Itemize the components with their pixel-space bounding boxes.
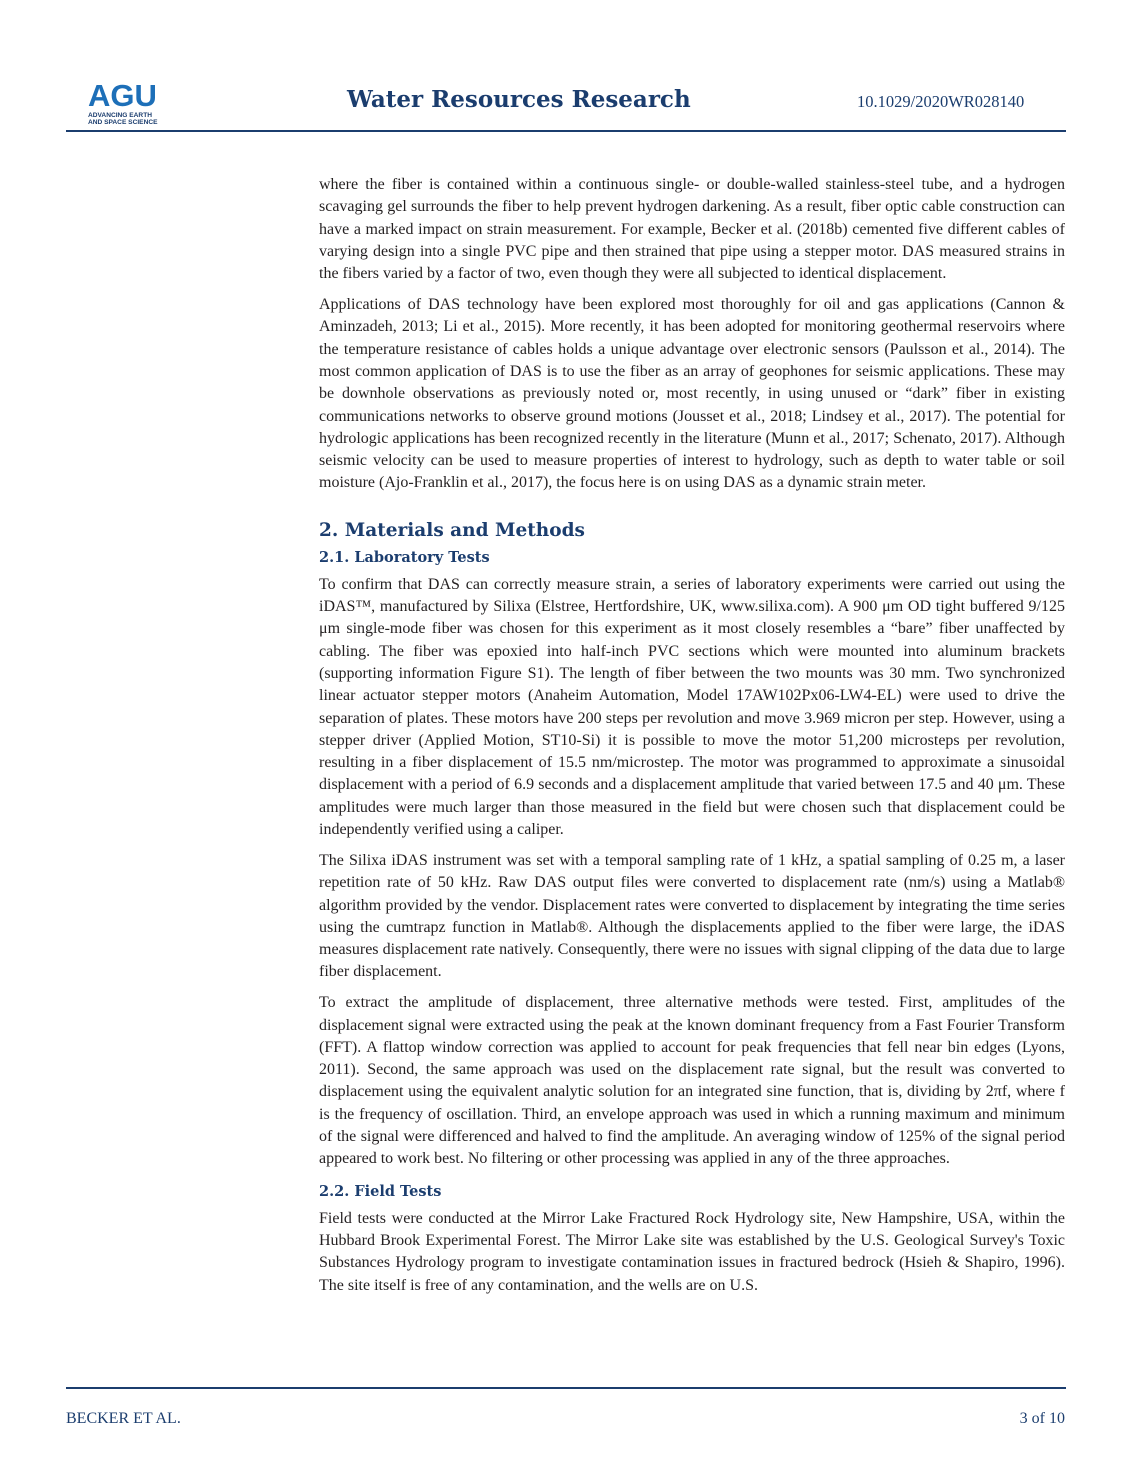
subsection-heading: 2.1. Laboratory Tests [319,548,490,566]
section-heading: 2. Materials and Methods [319,519,585,541]
body-paragraph: To extract the amplitude of displacement, three alternative methods were tested. First, amplitudes of the displacement signal were extracted using the peak at the known dominant frequency from a Fast Fourier Transform (FFT). A flattop window correction was applied to account for peak frequencies that fell near bin edges (Lyons, 2011). Second, the same approach was used on the displacement rate signal, but the result was converted to displacement using the equivalent analytic solution for an integrated sine function, that is, dividing by 2πf, where f is the frequency of oscillation. Third, an envelope approach was used in which a running maximum and minimum of the signal were differenced and halved to find the amplitude. An averaging window of 125% of the signal period appeared to work best. No filtering or other processing was applied in any of the three approaches. [319,994,1065,1168]
footer-authors: BECKER ET AL. [66,1410,181,1427]
body-paragraph: where the fiber is contained within a continuous single- or double-walled stainless-steel tube, and a hydrogen scavaging gel surrounds the fiber to help prevent hydrogen darkening. As a result, fiber optic cable construction can have a marked impact on strain measurement. For example, Becker et al. (2018b) cemented five different cables of varying design into a single PVC pipe and then strained that pipe using a stepper motor. DAS measured strains in the fibers varied by a factor of two, even though they were all subjected to identical displacement. [319,176,1065,283]
agu-logo [88,78,168,128]
doi: 10.1029/2020WR028140 [857,92,1025,111]
body-paragraph: Applications of DAS technology have been explored most thoroughly for oil and gas applications (Cannon & Aminzadeh, 2013; Li et al., 2015). More recently, it has been adopted for monitoring geothermal reservoirs where the temperature resistance of cables holds a unique advantage over electronic sensors (Paulsson et al., 2014). The most common application of DAS is to use the fiber as an array of geophones for seismic applications. These may be downhole observations as previously noted or, most recently, in using unused or “dark” fiber in existing communications networks to observe ground motions (Jousset et al., 2018; Lindsey et al., 2017). The potential for hydrologic applications has been recognized recently in the literature (Munn et al., 2017; Schenato, 2017). Although seismic velocity can be used to measure properties of interest to hydrology, such as depth to water table or soil moisture (Ajo-Franklin et al., 2017), the focus here is on using DAS as a dynamic strain meter. [319,296,1065,492]
journal-title: Water Resources Research [347,86,691,113]
agu-logo-tagline-2: AND SPACE SCIENCE [88,119,158,126]
page-number: 3 of 10 [1019,1410,1065,1427]
body-paragraph: Field tests were conducted at the Mirror Lake Fractured Rock Hydrology site, New Hampshire, USA, within the Hubbard Brook Experimental Forest. The Mirror Lake site was established by the U.S. Geological Survey's Toxic Substances Hydrology program to investigate contamination issues in fractured bedrock (Hsieh & Shapiro, 1996). The site itself is free of any contamination, and the wells are on U.S. [319,1209,1065,1294]
agu-logo-mark: AGU [88,78,157,113]
subsection-heading: 2.2. Field Tests [319,1182,442,1200]
agu-logo-tagline-1: ADVANCING EARTH [88,112,152,119]
header-divider [66,130,1066,132]
article-body [319,174,1065,1305]
body-paragraph: To confirm that DAS can correctly measure strain, a series of laboratory experiments were carried out using the iDAS™, manufactured by Silixa (Elstree, Hertfordshire, UK, www.silixa.com). A 900 μm OD tight buffered 9/125 μm single-mode fiber was chosen for this experiment as it most closely resembles a “bare” fiber unaffected by cabling. The fiber was epoxied into half-inch PVC sections which were mounted into aluminum brackets (supporting information Figure S1). The length of fiber between the two mounts was 30 mm. Two synchronized linear actuator stepper motors (Anaheim Automation, Model 17AW102Px06-LW4-EL) were used to drive the separation of plates. These motors have 200 steps per revolution and move 3.969 micron per step. However, using a stepper driver (Applied Motion, ST10-Si) it is possible to move the motor 51,200 microsteps per revolution, resulting in a fiber displacement of 15.5 nm/microstep. The motor was programmed to approximate a sinusoidal displacement with a period of 6.9 seconds and a displacement amplitude that varied between 17.5 and 40 μm. These amplitudes were much larger than those measured in the field but were chosen such that displacement could be independently verified using a caliper. [319,575,1065,839]
footer-divider [66,1387,1066,1389]
body-paragraph: The Silixa iDAS instrument was set with a temporal sampling rate of 1 kHz, a spatial sampling of 0.25 m, a laser repetition rate of 50 kHz. Raw DAS output files were converted to displacement rate (nm/s) using a Matlab® algorithm provided by the vendor. Displacement rates were converted to displacement by integrating the time series using the cumtrapz function in Matlab®. Although the displacements applied to the fiber were large, the iDAS measures displacement rate natively. Consequently, there were no issues with signal clipping of the data due to large fiber displacement. [319,851,1065,981]
